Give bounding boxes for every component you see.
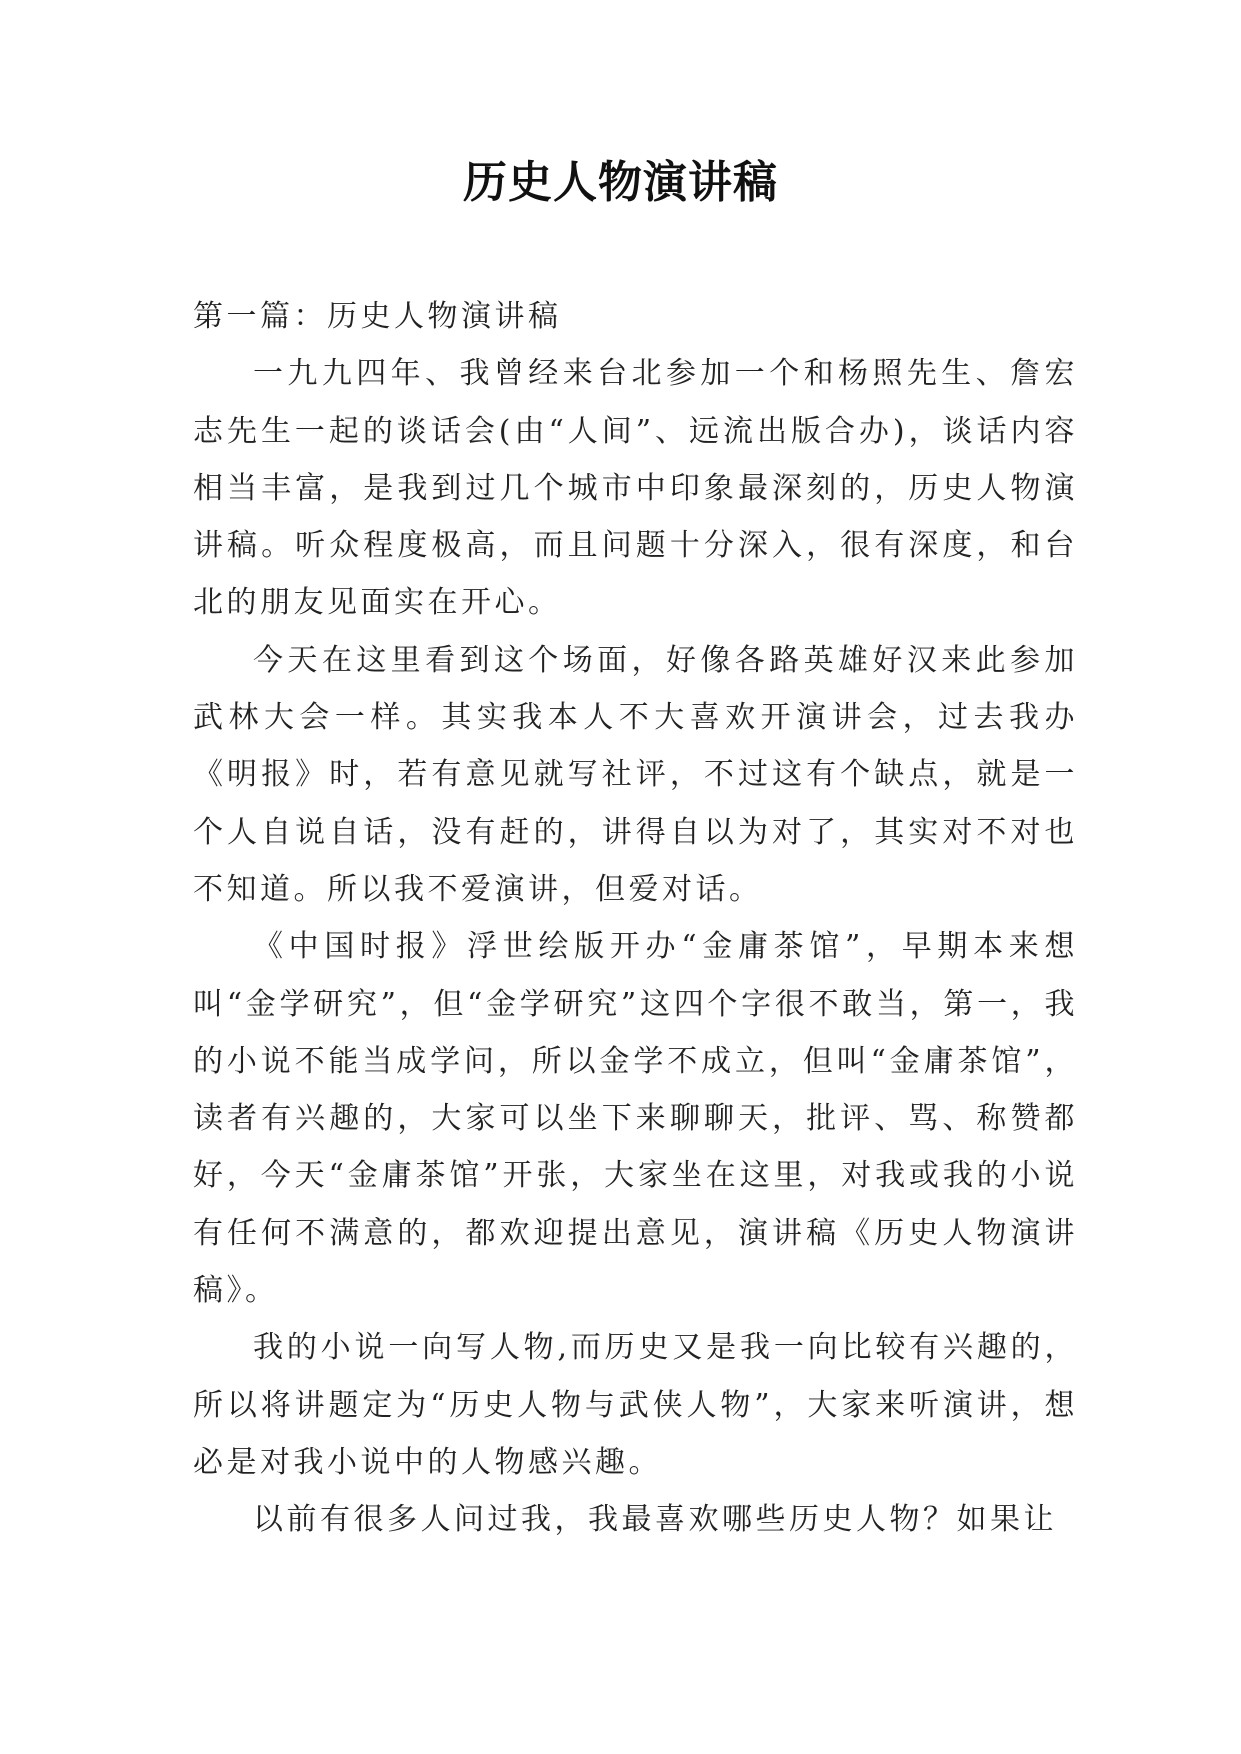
document-body (193, 288, 1078, 1549)
paragraph-3: 《中国时报》浮世绘版开办“金庸茶馆”，早期本来想叫“金学研究”，但“金学研究”这四个字很不敢当，第一，我的小说不能当成学问，所以金学不成立，但叫“金庸茶馆”，读者有兴趣的，大家可以坐下来聊聊天，批评、骂、称赞都好，今天“金庸茶馆”开张，大家坐在这里，对我或我的小说有任何不满意的，都欢迎提出意见，演讲稿《历史人物演讲稿》。 (193, 929, 1078, 1309)
paragraph-2: 今天在这里看到这个场面，好像各路英雄好汉来此参加武林大会一样。其实我本人不大喜欢开演讲会，过去我办《明报》时，若有意见就写社评，不过这有个缺点，就是一个人自说自话，没有赶的，讲得自以为对了，其实对不对也不知道。所以我不爱演讲，但爱对话。 (193, 642, 1078, 907)
document-title: 历史人物演讲稿 (463, 157, 778, 208)
paragraph-4: 我的小说一向写人物,而历史又是我一向比较有兴趣的，所以将讲题定为“历史人物与武侠人物”，大家来听演讲，想必是对我小说中的人物感兴趣。 (193, 1330, 1078, 1480)
section-heading: 第一篇：历史人物演讲稿 (193, 299, 562, 334)
paragraph-5: 以前有很多人问过我，我最喜欢哪些历史人物？如果让 (253, 1502, 1057, 1538)
paragraph-1: 一九九四年、我曾经来台北参加一个和杨照先生、詹宏志先生一起的谈话会(由“人间”、远流出版合办)，谈话内容相当丰富，是我到过几个城市中印象最深刻的，历史人物演讲稿。听众程度极高，而且问题十分深入，很有深度，和台北的朋友见面实在开心。 (193, 356, 1078, 621)
